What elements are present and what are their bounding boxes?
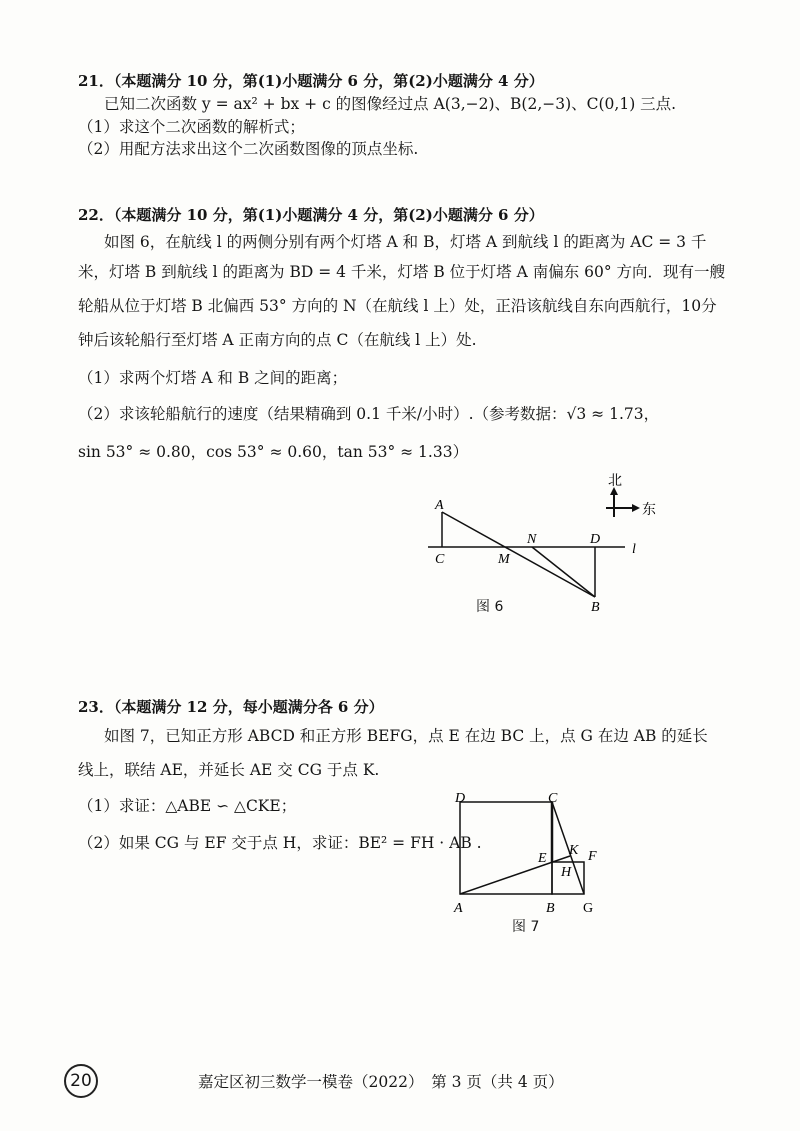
segment-cg xyxy=(552,802,584,894)
q22-line2: 米，灯塔 B 到航线 l 的距离为 BD = 4 千米，灯塔 B 位于灯塔 A 南偏东 60° 方向．现有一艘 xyxy=(78,263,726,281)
point-d7-label: D xyxy=(455,791,466,806)
square-abcd xyxy=(460,802,552,894)
q22-line3: 轮船从位于灯塔 B 北偏西 53° 方向的 N（在航线 l 上）处，正沿该航线自东向西航行，10分 xyxy=(78,297,717,315)
q22-header: 22．（本题满分 10 分，第(1)小题满分 4 分，第(2)小题满分 6 分） xyxy=(78,206,544,224)
q21-header: 21．（本题满分 10 分，第(1)小题满分 6 分，第(2)小题满分 4 分） xyxy=(78,72,544,90)
q22-line1: 如图 6，在航线 l 的两侧分别有两个灯塔 A 和 B，灯塔 A 到航线 l 的距离为 AC = 3 千 xyxy=(104,233,707,251)
point-a7-label: A xyxy=(454,901,463,916)
segment-nb xyxy=(532,547,595,597)
q21-part1: （1）求这个二次函数的解析式； xyxy=(78,118,305,136)
figure-7-caption: 图 7 xyxy=(512,919,540,935)
point-b-label: B xyxy=(591,600,600,615)
q22-line4: 钟后该轮船行至灯塔 A 正南方向的点 C（在航线 l 上）处. xyxy=(78,331,477,349)
page-footer: 嘉定区初三数学一模卷（2022） 第 3 页（共 4 页） xyxy=(198,1073,564,1091)
point-c7-label: C xyxy=(548,791,558,806)
figure-7-diagram xyxy=(445,790,615,920)
q21-stem: 已知二次函数 y = ax² + bx + c 的图像经过点 A(3,−2)、B(2,−3)、C(0,1) 三点. xyxy=(104,95,677,113)
segment-ak xyxy=(460,856,570,894)
page-circle-number: 20 xyxy=(64,1064,98,1098)
compass-icon xyxy=(606,487,640,517)
figure-6-diagram xyxy=(420,465,680,640)
q22-part2a: （2）求该轮船航行的速度（结果精确到 0.1 千米/小时）.（参考数据：√3 ≈ 1.73， xyxy=(78,405,660,423)
point-n-label: N xyxy=(527,532,537,547)
q21-part2: （2）用配方法求出这个二次函数图像的顶点坐标. xyxy=(78,140,419,158)
q22-part1: （1）求两个灯塔 A 和 B 之间的距离； xyxy=(78,369,348,387)
q23-part1: （1）求证：△ABE ∽ △CKE； xyxy=(78,797,297,815)
q23-line2: 线上，联结 AE，并延长 AE 交 CG 于点 K. xyxy=(78,761,380,779)
q22-part2b: sin 53° ≈ 0.80，cos 53° ≈ 0.60，tan 53° ≈ 1.33） xyxy=(78,443,469,461)
q23-line1: 如图 7，已知正方形 ABCD 和正方形 BEFG，点 E 在边 BC 上，点 G 在边 AB 的延长 xyxy=(104,727,708,745)
point-c-label: C xyxy=(435,552,445,567)
line-l-label: l xyxy=(632,542,636,557)
segment-ab xyxy=(442,512,595,597)
q23-header: 23．（本题满分 12 分，每小题满分各 6 分） xyxy=(78,698,384,716)
east-label: 东 xyxy=(642,503,656,518)
point-e7-label: E xyxy=(538,851,547,866)
north-label: 北 xyxy=(608,474,622,489)
point-b7-label: B xyxy=(546,901,555,916)
point-a-label: A xyxy=(435,498,444,513)
point-k7-label: K xyxy=(569,843,579,858)
point-g7-label: G xyxy=(583,901,594,916)
point-m-label: M xyxy=(498,552,510,567)
q23-part2: （2）如果 CG 与 EF 交于点 H，求证：BE² = FH · AB . xyxy=(78,834,482,852)
figure-6-caption: 图 6 xyxy=(476,599,504,615)
point-d-label: D xyxy=(590,532,601,547)
point-f7-label: F xyxy=(588,849,597,864)
point-h7-label: H xyxy=(561,865,572,880)
